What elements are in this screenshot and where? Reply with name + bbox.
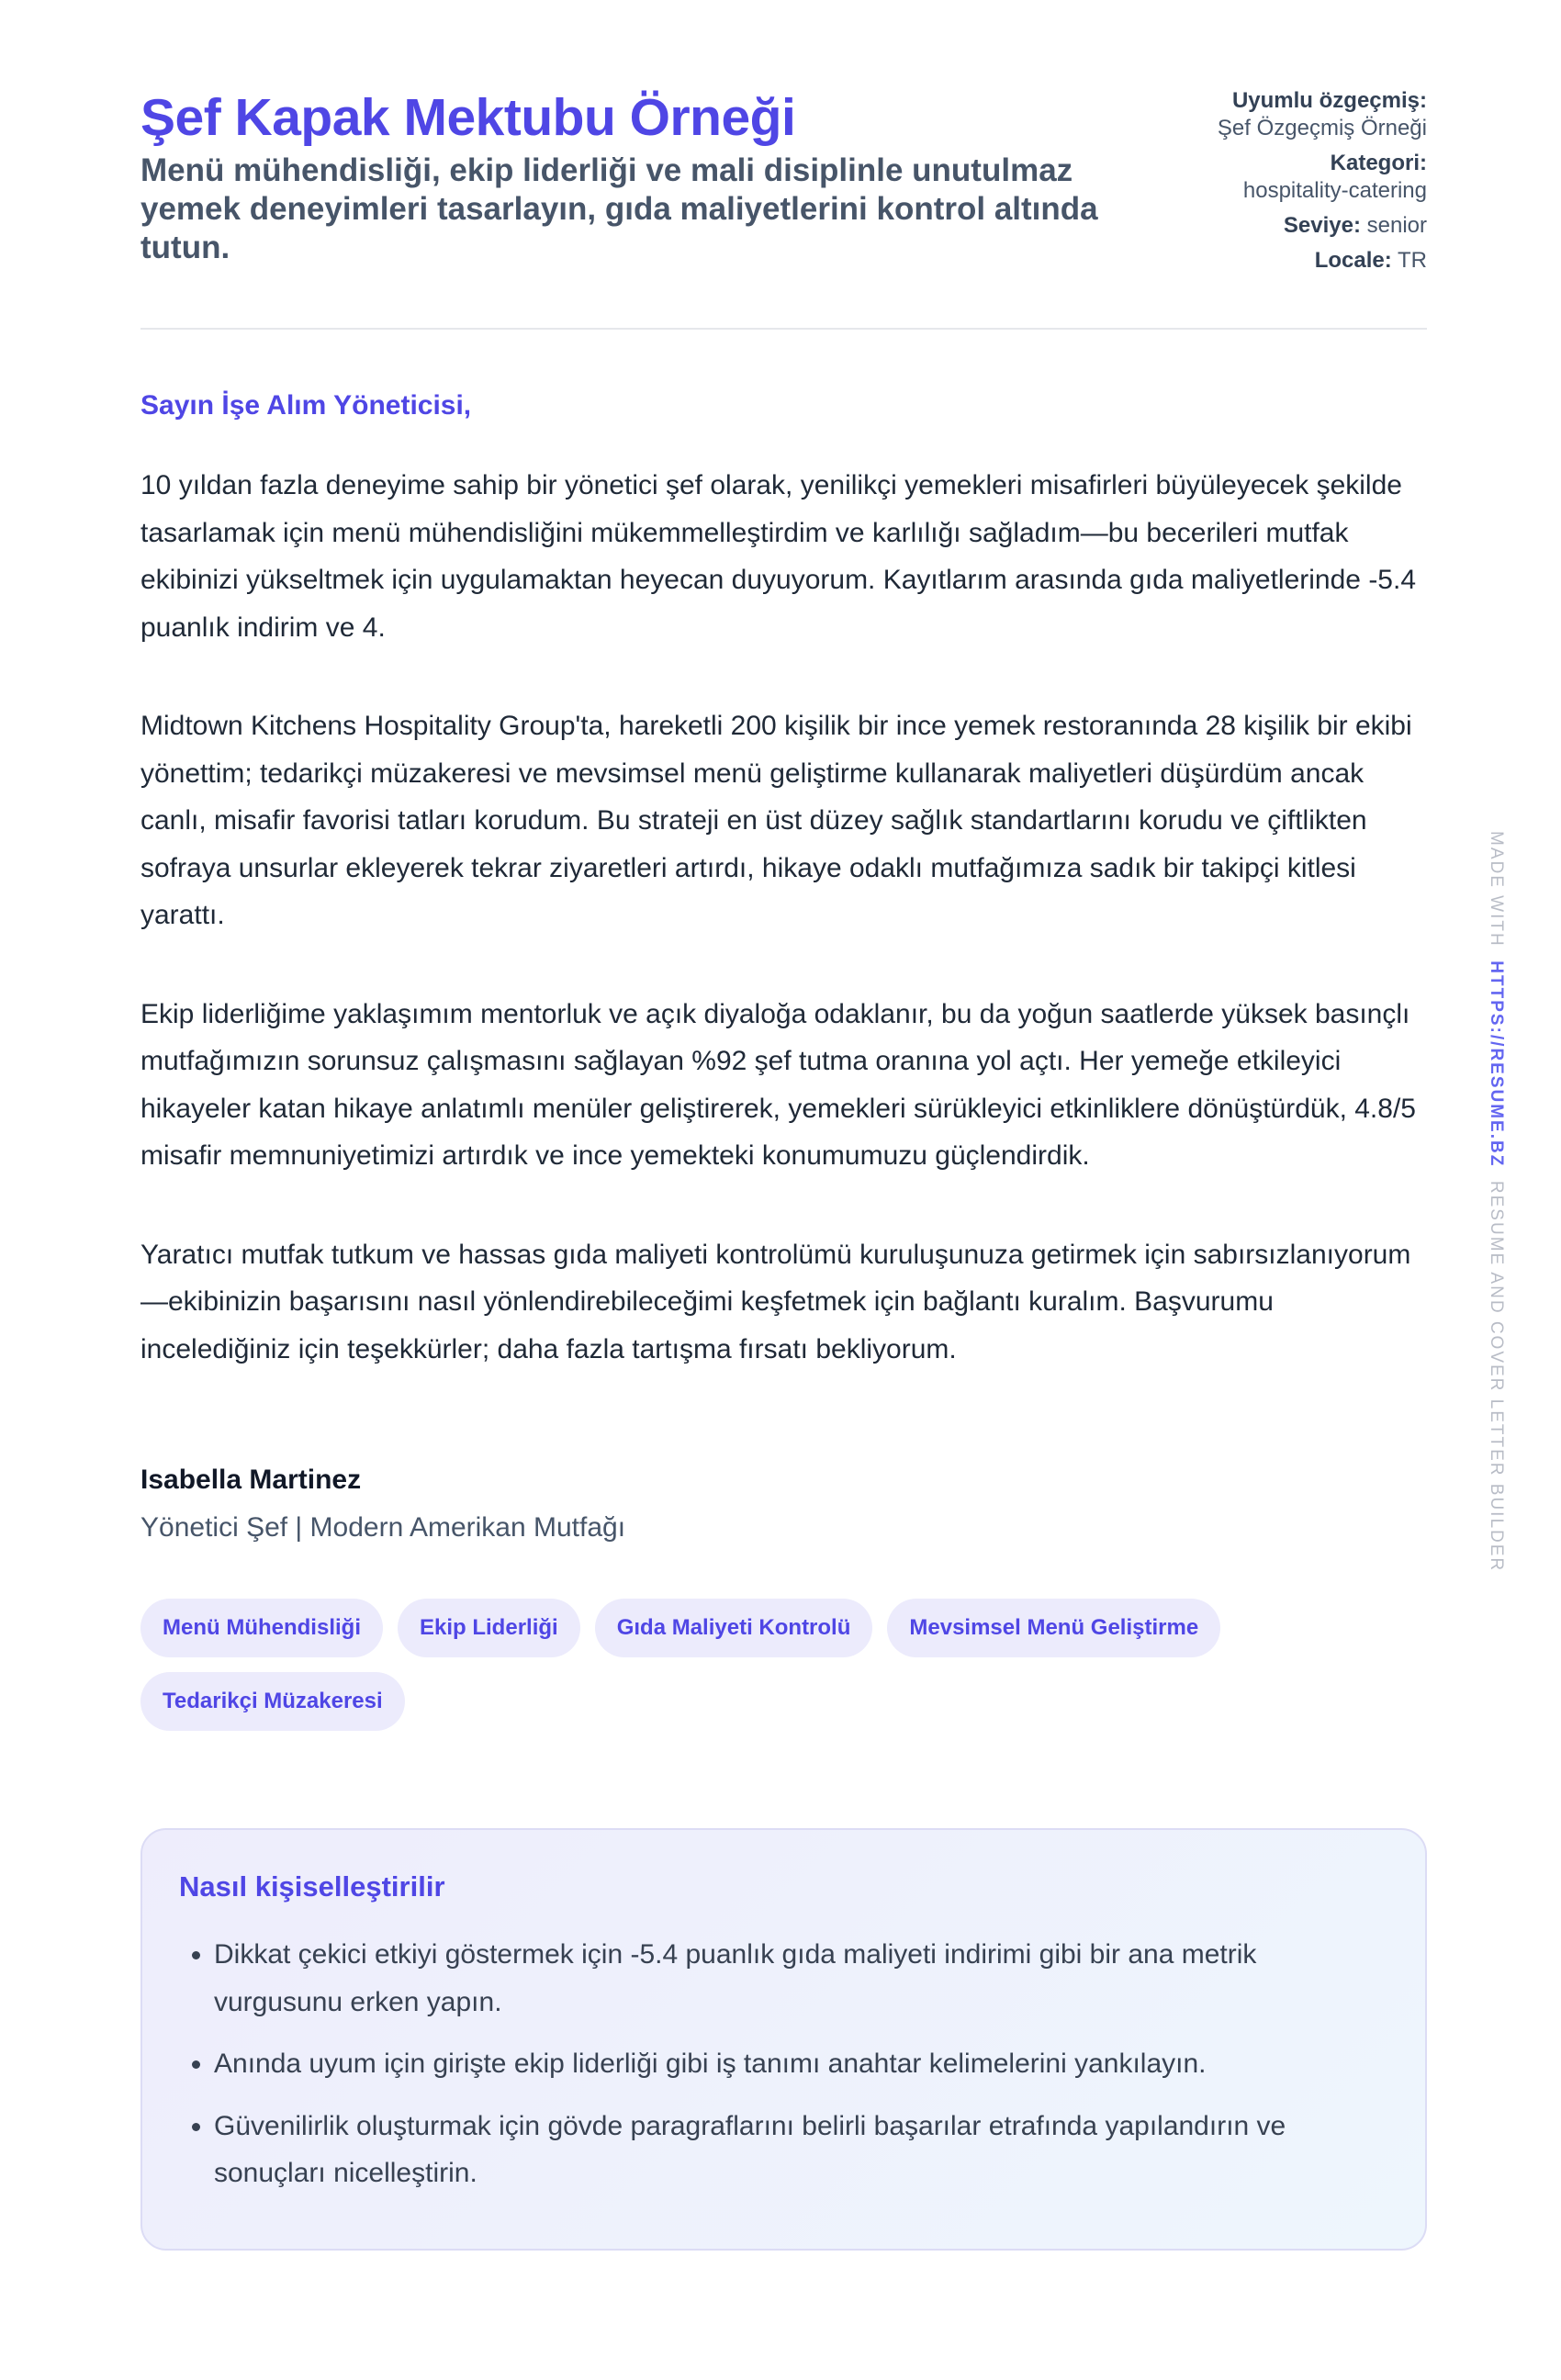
category-label: Kategori:: [1330, 151, 1427, 175]
paragraph: 10 yıldan fazla deneyime sahip bir yönetici şef olarak, yenilikçi yemekleri misafirleri büyüleyecek şekilde tasarlamak için menü mühendisliğini mükemmelleştirdim ve karlılığı sağladım—bu becerileri mutfak ekibinizi yükseltmek için uygulamaktan heyecan duyuyorum. Kayıtlarım arasında gıda maliyetlerinde -5.4 puanlık indirim ve 4.: [140, 470, 1417, 643]
skill-tag: Menü Mühendisliği: [140, 1599, 383, 1657]
header: [140, 87, 1427, 282]
resume-label: Uyumlu özgeçmiş:: [1231, 88, 1427, 113]
cover-letter-page: [140, 87, 1427, 2251]
tagline-text: RESUME AND COVER LETTER BUILDER: [1487, 1180, 1506, 1573]
paragraph: Midtown Kitchens Hospitality Group'ta, hareketli 200 kişilik bir ince yemek restoranında 28 kişilik bir ekibi yönettim; tedarikçi müzakeresi ve mevsimsel menü geliştirme kullanarak maliyetleri düşürdüm ancak canlı, misafir favorisi tatları korudum. Bu strateji en üst düzey sağlık standartlarını korudu ve çiftlikten sofraya unsurlar ekleyerek tekrar ziyaretleri artırdı, hikaye odaklı mutfağımıza sadık bir takipçi kitlesi yarattı.: [140, 711, 1412, 930]
tips-box: [140, 1828, 1427, 2251]
skill-tag: Mevsimsel Menü Geliştirme: [887, 1599, 1220, 1657]
skill-tags: [140, 1599, 1334, 1731]
category-value: hospitality-catering: [1242, 178, 1427, 203]
skill-tag: Tedarikçi Müzakeresi: [140, 1672, 405, 1731]
page-title: Şef Kapak Mektubu Örneği: [140, 88, 796, 147]
tip-item: • Güvenilirlik oluşturmak için gövde paragraflarını belirli başarılar etrafında yapılandırın ve sonuçları nicelleştirin.: [214, 2103, 1388, 2197]
meta-panel: [1207, 87, 1427, 282]
divider: [140, 328, 1427, 330]
page-subtitle: Menü mühendisliği, ekip liderliği ve mali disiplinle unutulmaz yemek deneyimleri tasarlayın, gıda maliyetlerini kontrol altında tutun.: [140, 152, 1098, 265]
paragraph: Yaratıcı mutfak tutkum ve hassas gıda maliyeti kontrolümü kuruluşunuza getirmek için sabırsızlanıyorum—ekibinizin başarısını nasıl yönlendirebileceğimi keşfetmek için bağlantı kuralım. Başvurumu incelediğiniz için teşekkürler; daha fazla tartışma fırsatı bekliyorum.: [140, 1239, 1411, 1364]
made-with-banner: [1486, 831, 1506, 1572]
level-value: senior: [1366, 213, 1427, 238]
letter-body: [140, 462, 1427, 1373]
signature-role: Yönetici Şef | Modern Amerikan Mutfağı: [140, 1512, 626, 1543]
tips-title: Nasıl kişiselleştirilir: [179, 1870, 445, 1903]
signature-name: Isabella Martinez: [140, 1465, 362, 1495]
skill-tag: Gıda Maliyeti Kontrolü: [595, 1599, 873, 1657]
resume-value: Şef Özgeçmiş Örneği: [1217, 116, 1427, 140]
tip-item: • Anında uyum için girişte ekip liderliği gibi iş tanımı anahtar kelimelerini yankılayın.: [214, 2040, 1388, 2088]
tips-list: [179, 1931, 1388, 2197]
resume-bz-link[interactable]: HTTPS://RESUME.BZ: [1487, 960, 1506, 1168]
tip-item: • Dikkat çekici etkiyi göstermek için -5.4 puanlık gıda maliyeti indirimi gibi bir ana metrik vurgusunu erken yapın.: [214, 1931, 1388, 2026]
locale-label: Locale:: [1314, 248, 1392, 273]
locale-value: TR: [1398, 248, 1427, 273]
made-with-text: MADE WITH: [1487, 831, 1506, 948]
greeting: Sayın İşe Alım Yöneticisi,: [140, 390, 472, 421]
skill-tag: Ekip Liderliği: [398, 1599, 580, 1657]
level-label: Seviye:: [1283, 213, 1361, 238]
paragraph: Ekip liderliğime yaklaşımım mentorluk ve açık diyaloğa odaklanır, bu da yoğun saatlerde yüksek basınçlı mutfağımızın sorunsuz çalışmasını sağlayan %92 şef tutma oranına yol açtı. Her yemeğe etkileyici hikayeler katan hikaye anlatımlı menüler geliştirerek, yemekleri sürükleyici etkinliklere dönüştürdük, 4.8/5 misafir memnuniyetimizi artırdık ve ince yemekteki konumumuzu güçlendirdik.: [140, 998, 1416, 1171]
